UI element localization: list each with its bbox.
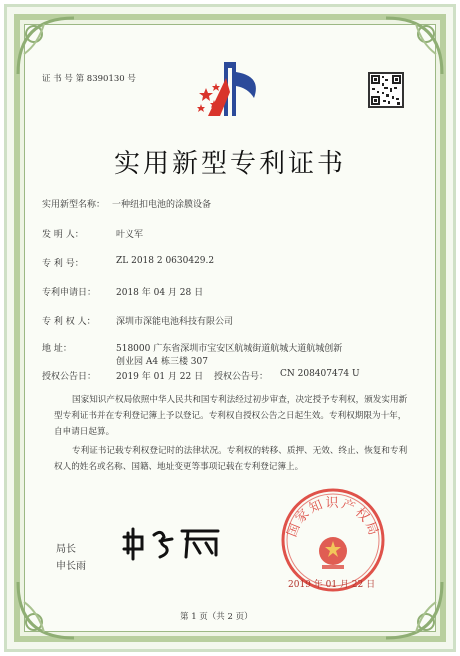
address-label: 地 址： <box>42 344 72 354</box>
inventor-value: 叶义军 <box>116 230 144 240</box>
bottom-left-ornament-icon <box>14 578 78 642</box>
director-title: 局长 <box>56 544 76 555</box>
filing-date-label: 专利申请日： <box>42 288 97 298</box>
grant-number-label: 授权公告号： <box>214 372 269 382</box>
certificate-title: 实用新型专利证书 <box>113 149 346 179</box>
grant-date-value: 2019 年 01 月 22 日 <box>116 372 204 382</box>
utility-model-name-label: 实用新型名称： <box>42 200 106 210</box>
handwritten-signature-icon <box>120 525 230 561</box>
patent-number-value: ZL 2018 2 0630429.2 <box>116 256 215 266</box>
qr-code-icon <box>368 72 404 108</box>
patent-office-logo-icon <box>196 58 266 120</box>
director-name: 申长雨 <box>56 561 86 572</box>
svg-text:国家知识产权局: 国家知识产权局 <box>284 496 382 540</box>
certificate-number: 证 书 号 第 8390130 号 <box>42 74 136 84</box>
utility-model-name-value: 一种纽扣电池的涂膜设备 <box>112 200 212 210</box>
grant-statement-paragraph: 国家知识产权局依照中华人民共和国专利法经过初步审查，决定授予专利权，颁发实用新型专利证书并在专利登记簿上予以登记。专利权自授权公告之日起生效。专利权期限为十年，自申请日起算。 <box>54 395 408 437</box>
inventor-label: 发 明 人： <box>42 230 84 240</box>
top-right-ornament-icon <box>382 14 446 78</box>
patent-number-label: 专 利 号： <box>42 259 84 269</box>
seal-date: 2019 年 01 月 22 日 <box>288 580 376 590</box>
grant-number-value: CN 208407474 U <box>280 369 360 379</box>
page-indicator: 第 1 页（共 2 页） <box>180 612 253 622</box>
filing-date-value: 2018 年 04 月 28 日 <box>116 288 204 298</box>
address-value-line1: 518000 广东省深圳市宝安区航城街道航城大道航城创新 <box>116 344 343 354</box>
grant-date-label: 授权公告日： <box>42 372 97 382</box>
patentee-label: 专 利 权 人： <box>42 317 96 327</box>
bottom-right-ornament-icon <box>382 578 446 642</box>
legal-status-paragraph: 专利证书记载专利权登记时的法律状况。专利权的转移、质押、无效、终止、恢复和专利权人的姓名或名称、国籍、地址变更等事项记载在专利登记簿上。 <box>54 446 408 472</box>
patentee-value: 深圳市深能电池科技有限公司 <box>116 317 234 327</box>
top-left-ornament-icon <box>14 14 78 78</box>
address-value-line2: 创业园 A4 栋三楼 307 <box>116 357 208 367</box>
